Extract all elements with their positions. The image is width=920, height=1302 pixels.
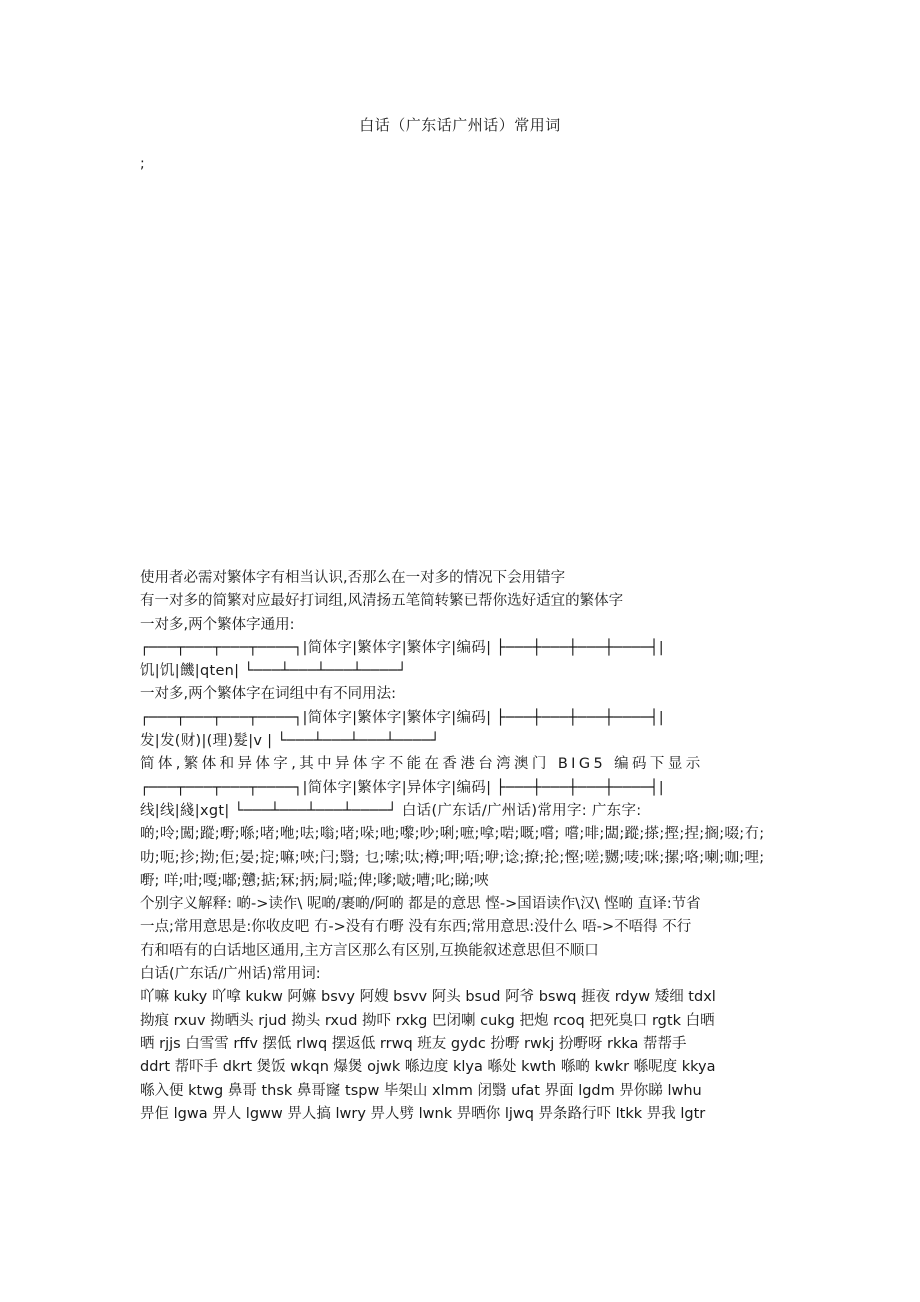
text-line: ddrt 帮吓手 dkrt 煲饭 wkqn 爆煲 ojwk 喺边度 klya 喺处 kwth 喺啲 kwkr 喺呢度 kkya [140, 1059, 716, 1076]
table-border-line: ┌───┬───┬───┬────┐|简体字|繁体字|繁体字|编码| ├───┼───┼───┼────┤| [140, 709, 664, 726]
table-border-line: ┌───┬───┬───┬────┐|简体字|繁体字|异体字|编码| ├───┼───┼───┼────┤| [140, 779, 664, 796]
text-line: 嘢; 咩;咁;嘎;嘟;戇;掂;冧;抦;屙;嗌;俾;嗲;啵;嘈;叱;睇;唊 [140, 872, 489, 889]
text-line: 一点;常用意思是:你收皮吧 冇->没有冇嘢 没有东西;常用意思:没什么 唔->不唔得 不行 [140, 919, 692, 936]
text-line: 吖嘛 kuky 吖嗱 kukw 阿嫲 bsvy 阿嫂 bsvv 阿头 bsud 阿爷 bswq 捱夜 rdyw 矮细 tdxl [140, 989, 716, 1006]
text-line: 一对多,两个繁体字在词组中有不同用法: [140, 686, 396, 703]
text-line: 一对多,两个繁体字通用: [140, 616, 295, 633]
text-line: 啲;呤;闖;蹤;嘢;喺;啫;咃;呿;嗡;啫;哚;吔;嚟;吵;唎;嗻;嗱;啱;嘅;嚐; 嚐;啡;闆;蹤;搽;摼;捏;搁;啜;冇; [140, 826, 765, 843]
text-line: 拗痕 rxuv 拗晒头 rjud 拗头 rxud 拗吓 rxkg 巴闭喇 cukg 把炮 rcoq 把死臭口 rgtk 白晒 [140, 1012, 715, 1029]
text-line: 晒 rjjs 白雪雪 rffv 摆低 rlwq 摆返低 rrwq 班友 gydc 扮嘢 rwkj 扮嘢呀 rkka 帮帮手 [140, 1035, 687, 1052]
text-line: 冇和唔有的白话地区通用,主方言区那么有区别,互换能叙述意思但不顺口 [140, 942, 599, 959]
table-border-line: 发|发(财)|(理)髮|v | └───┴───┴───┴────┘ [140, 733, 440, 750]
document-title: 白话（广东话广州话）常用词 [359, 116, 561, 134]
table-border-line: 线|线|綫|xgt| └───┴───┴───┴────┘ 白话(广东话/广州话)常用字: 广东字: [140, 802, 642, 819]
table-border-line: 饥|饥|饑|qten| └───┴───┴───┴────┘ [140, 663, 407, 680]
text-line: 畀佢 lgwa 畀人 lgww 畀人搞 lwry 畀人劈 lwnk 畀晒你 ljwq 畀条路行吓 ltkk 畀我 lgtr [140, 1105, 706, 1122]
text-line: 使用者必需对繁体字有相当认识,否那么在一对多的情况下会用错字 [140, 570, 566, 586]
table-border-line: ┌───┬───┬───┬────┐|简体字|繁体字|繁体字|编码| ├───┼───┼───┼────┤| [140, 639, 664, 656]
text-line: 有一对多的简繁对应最好打词组,风清扬五笔简转繁已帮你选好适宜的繁体字 [140, 593, 624, 610]
text-line: 简体,繁体和异体字,其中异体字不能在香港台湾澳门 BIG5 编码下显示 [140, 756, 704, 773]
text-line: 叻;呃;抮;拗;佢;晏;掟;嘛;唊;闩;翳; 乜;嗦;呔;樽;呷;唔;咿;谂;撩;抡;慳;嗟;嬲;唛;咪;摞;咯;喇;咖;哩; [140, 849, 765, 866]
document-body [140, 567, 782, 1126]
text-line: 白话(广东话/广州话)常用词: [140, 966, 321, 983]
stray-semicolon: ; [140, 156, 145, 172]
text-line: 个别字义解释: 啲->读作\ 呢啲/裹啲/阿啲 都是的意思 悭->国语读作\汉\ 悭啲 直译:节省 [140, 896, 701, 913]
text-line: 喺入便 ktwg 鼻哥 thsk 鼻哥窿 tspw 毕架山 xlmm 闭翳 ufat 界面 lgdm 畀你睇 lwhu [140, 1082, 702, 1099]
